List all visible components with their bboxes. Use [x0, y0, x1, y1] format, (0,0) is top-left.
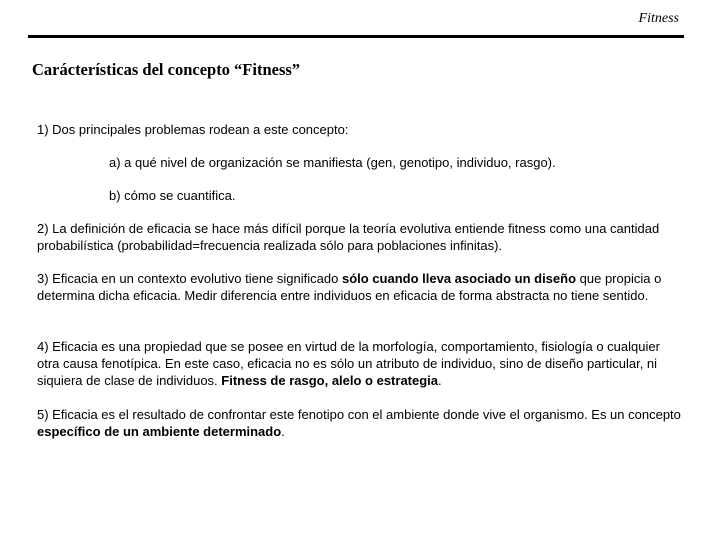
paragraph-3-text-end: que propicia o determina dicha eficacia. Medir diferencia entre individuos en eficacia de forma abstracta no tiene sentido.	[37, 271, 662, 303]
header-divider	[28, 35, 684, 38]
paragraph-4-text: 4) Eficacia es una propiedad que se posee en virtud de la morfología, comportamiento, fisiología o cualquier otra causa fenotípica. En este caso, eficacia no es sólo un atributo de individuo, sino de diseño particular, ni siquiera de clase de individuos.	[37, 339, 660, 388]
paragraph-3	[37, 270, 681, 304]
paragraph-4	[37, 338, 681, 389]
paragraph-5-emphasis: específico de un ambiente determinado	[37, 424, 282, 439]
paragraph-5	[37, 406, 681, 440]
paragraph-3-text: 3) Eficacia en un contexto evolutivo tiene significado	[37, 271, 342, 286]
paragraph-4-emphasis: Fitness de rasgo, alelo o estrategia	[221, 373, 439, 388]
paragraph-4-text-end: .	[438, 373, 442, 388]
paragraph-1b: b) cómo se cuantifica.	[109, 188, 236, 203]
paragraph-5-text-end: .	[281, 424, 285, 439]
paragraph-3-emphasis: sólo cuando lleva asociado un diseño	[341, 271, 577, 286]
paragraph-1a: a) a qué nivel de organización se manifiesta (gen, genotipo, individuo, rasgo).	[109, 155, 556, 170]
paragraph-2: 2) La definición de eficacia se hace más difícil porque la teoría evolutiva entiende fitness como una cantidad probabilística (probabilidad=frecuencia realizada sólo para poblaciones infinitas).	[37, 221, 660, 253]
paragraph-1: 1) Dos principales problemas rodean a este concepto:	[37, 122, 349, 137]
paragraph-5-text: 5) Eficacia es el resultado de confrontar este fenotipo con el ambiente donde vive el organismo. Es un concepto	[37, 407, 681, 422]
header-title: Fitness	[638, 11, 679, 26]
slide-title: Carácterísticas del concepto “Fitness”	[32, 60, 301, 79]
